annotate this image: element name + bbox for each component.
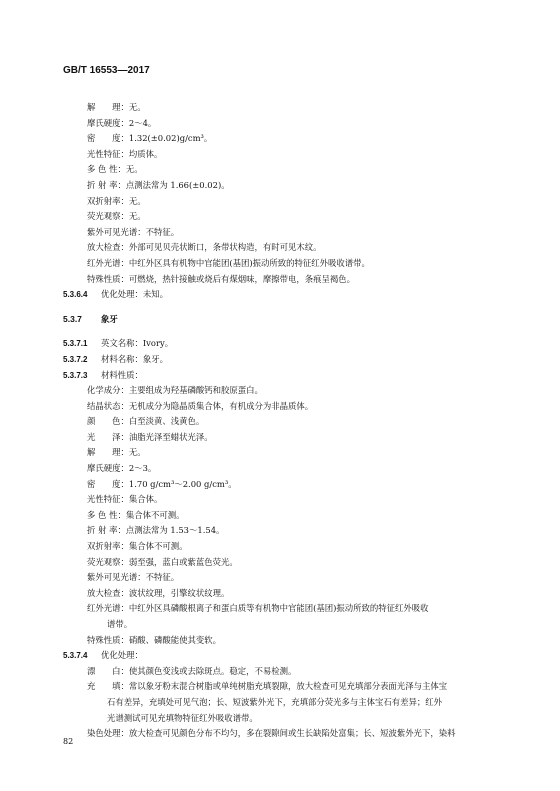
property-line: 双折射率：无。 [87, 195, 146, 206]
property-line: 密 度：1.70 g/cm³～2.00 g/cm³。 [87, 478, 237, 489]
property-line: 荧光观察：无。 [87, 211, 146, 222]
property-line: 摩氏硬度：2～3。 [87, 463, 157, 474]
property-line: 放大检查：波状纹理，引擎纹状纹理。 [87, 587, 230, 598]
property-list-a [63, 100, 503, 287]
section-title: 象牙 [101, 313, 118, 324]
clause-text: 优化处理： [101, 650, 143, 661]
bleach-treatment-line: 漂 白：使其颜色变浅或去除斑点。稳定，不易检测。 [87, 665, 297, 676]
property-line: 紫外可见光谱：不特征。 [87, 572, 180, 583]
clause-text: 英文名称：Ivory。 [101, 338, 174, 349]
property-line: 多 色 性：集合体不可测。 [87, 509, 185, 520]
clause-text: 材料名称：象牙。 [101, 353, 168, 364]
section-number: 5.3.7 [63, 313, 82, 324]
filling-treatment-continuation: 石有差异，充填处可见气泡；长、短波紫外光下，充填部分荧光多与主体宝石有差异；红外 [107, 696, 442, 707]
clause-text: 优化处理：未知。 [101, 289, 168, 300]
property-list-b [63, 383, 503, 601]
property-line: 光性特征：均质体。 [87, 148, 163, 159]
clause-number: 5.3.7.3 [63, 370, 88, 380]
page-number: 82 [63, 737, 74, 746]
clause-number: 5.3.7.4 [63, 651, 88, 661]
property-line: 多 色 性：无。 [87, 164, 143, 175]
property-line: 化学成分：主要组成为羟基磷酸钙和胶原蛋白。 [87, 385, 263, 396]
clause-5373 [63, 368, 503, 384]
property-line: 结晶状态：无机成分为隐晶质集合体，有机成分为非晶质体。 [87, 400, 314, 411]
clause-5364 [63, 287, 503, 303]
property-line: 特殊性质：可燃烧，热针接触或烧后有煤烟味，摩擦带电，条痕呈褐色。 [87, 273, 355, 284]
property-line: 解 理：无。 [87, 102, 146, 112]
property-line: 紫外可见光谱：不特征。 [87, 226, 180, 237]
property-line: 放大检查：外部可见贝壳状断口，条带状构造，有时可见木纹。 [87, 242, 322, 253]
section-heading-ivory [63, 312, 503, 328]
property-line: 密 度：1.32(±0.02)g/cm³。 [87, 133, 213, 144]
property-line: 光性特征：集合体。 [87, 494, 163, 505]
property-line: 双折射率：集合体不可测。 [87, 541, 188, 552]
property-line: 折 射 率：点测法常为 1.53～1.54。 [87, 525, 225, 536]
dye-treatment-line: 染色处理：放大检查可见颜色分布不均匀，多在裂隙间或生长缺陷处富集；长、短波紫外光下，染料 [87, 728, 456, 739]
property-line: 光 泽：油脂光泽至蜡状光泽。 [87, 431, 213, 442]
property-line: 摩氏硬度：2～4。 [87, 117, 157, 128]
clause-number: 5.3.7.2 [63, 354, 88, 364]
infrared-spectrum-line: 红外光谱：中红外区具磷酸根离子和蛋白质等有机物中官能团(基团)振动所致的特征红外吸收 [87, 603, 429, 614]
filling-treatment-continuation: 光谱测试可见充填物特征红外吸收谱带。 [107, 712, 258, 723]
property-line: 折 射 率：点测法常为 1.66(±0.02)。 [87, 179, 230, 190]
property-line: 荧光观察：弱至强，蓝白或紫蓝色荧光。 [87, 556, 238, 567]
property-line: 红外光谱：中红外区具有机物中官能团(基团)振动所致的特征红外吸收谱带。 [87, 257, 370, 268]
special-property-line: 特殊性质：硝酸、磷酸能使其变软。 [87, 634, 221, 645]
clause-text: 材料性质： [101, 369, 143, 380]
infrared-spectrum-continuation: 谱带。 [107, 619, 133, 629]
property-line: 解 理：无。 [87, 447, 146, 458]
clause-5374 [63, 648, 503, 664]
standard-header: GB/T 16553—2017 [63, 65, 150, 76]
document-body [63, 100, 503, 742]
filling-treatment-line: 充 填：常以象牙粉末混合树脂或单纯树脂充填裂隙，放大检查可见充填部分表面光泽与主体宝 [87, 681, 448, 692]
property-line: 颜 色：白至淡黄、浅黄色。 [87, 416, 205, 427]
clause-number: 5.3.7.1 [63, 339, 88, 349]
clause-5371 [63, 336, 503, 352]
clause-5372 [63, 352, 503, 368]
clause-number: 5.3.6.4 [63, 290, 88, 300]
